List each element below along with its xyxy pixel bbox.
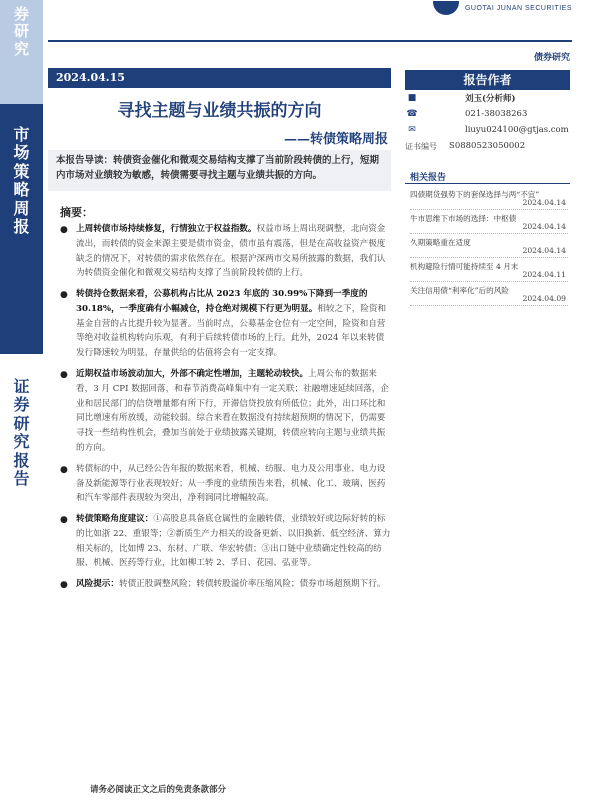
bullet-icon: ● — [60, 370, 68, 381]
related-item[interactable]: 四债期货强势下的套保选择与两“不宜” 2024.04.14 — [410, 186, 568, 210]
bullet-icon: ● — [60, 290, 68, 301]
bullet-icon: ● — [60, 515, 68, 526]
author-heading: 报告作者 — [405, 70, 570, 90]
author-name-row — [405, 90, 570, 106]
bullet-icon: ● — [60, 225, 68, 235]
cert-label: 证书编号 — [405, 141, 437, 151]
bullet-icon: ● — [60, 580, 68, 591]
person-icon: ■ — [407, 93, 417, 103]
logo-icon — [433, 1, 459, 15]
sidebar-top-label: 券 研 究 — [13, 5, 29, 58]
report-type: 债券研究 — [533, 53, 570, 63]
company-logo — [433, 0, 572, 16]
phone-icon: ☎ — [406, 109, 418, 119]
list-item: ● 近期权益市场波动加大，外部不确定性增加，主题轮动较快。上周公布的数据来看，3 月 CPI 数据回落，和春节消费高峰集中有一定关联；社融增速延续回落，企业和居民部门的信贷增量都有所下行，开滞信贷投放有所低位；此外，出口环比和同比增速有所放缓，动能较弱。综合来看在数据没有持续超预期的情况下，仍需要寻找一些结构性机会，叠加当前处于业绩披露关键期，转债应转向主题与业绩共振的方向。 — [60, 369, 390, 453]
header-divider — [48, 40, 572, 42]
left-sidebar — [0, 0, 43, 800]
author-phone-row — [405, 106, 570, 122]
list-item: ● 风险提示：转债正股调整风险；转债转股溢价率压缩风险；债券市场超预期下行。 — [56, 577, 391, 592]
list-item: ● 转债持仓数据来看，公募机构占比从 2023 年底的 30.99%下降到一季度的 30.18%，一季度确有小幅减仓，持仓绝对规模下行更为明显。相较之下，险资和基金自营的占比提升较为显著。当前时点，公募基金仓位有一定空间，险资和自营等绝对收益机构转向乐观，有利于后续转债市场的上行。此外，2024 年以来转债发行降速较为明显，存量供给的估值将会有一定支撑。 — [60, 289, 387, 359]
report-guide: 本报告导读：转债资金催化和微观交易结构支撑了当前阶段转债的上行，短期内市场对业绩较为敏感，转债需要寻找主题与业绩共振的方向。 — [48, 150, 391, 191]
related-divider — [405, 183, 570, 184]
author-cert-row — [405, 138, 570, 154]
sidebar-bottom-label: 证 券 研 究 报 告 — [13, 377, 30, 488]
email-icon: ✉ — [408, 125, 416, 135]
related-item[interactable]: 机构避险行情可能持续至 4 月末 2024.04.11 — [410, 258, 568, 282]
author-email-row — [405, 122, 570, 138]
author-phone: 021-38038263 — [465, 109, 528, 119]
list-item: ● 上周转债市场持续修复，行情独立于权益指数。权益市场上周出现调整，北向资金流出，而转债的资金来源主要是债市资金，债市虽有震荡，但是在高收益资产极度缺乏的情况下，对转债的需求依然存在。根据沪深两市交易所披露的数据，我们认为转债资金催化和微观交易结构支撑了当前阶段转债的上行。 — [60, 224, 386, 279]
related-heading: 相关报告 — [410, 173, 447, 183]
related-item[interactable]: 关注信用债“利率化”后的风险 2024.04.09 — [410, 282, 568, 306]
author-panel — [405, 70, 570, 154]
summary-list — [56, 222, 391, 598]
related-list — [410, 186, 568, 306]
related-item[interactable]: 牛市思维下市场的选择：中枢债 2024.04.14 — [410, 210, 568, 234]
report-title: 寻找主题与业绩共振的方向 — [117, 101, 322, 121]
list-item: ● 转债标的中，从已经公告年报的数据来看，机械、纺服、电力及公用事业、电力设备及新能源等行业表现较好；从一季度的业绩预告来看，机械、化工、玻璃、医药和汽车零部件表现较为突出，净利润同比增幅较高。 — [60, 463, 386, 504]
related-item[interactable]: 久期策略重在适度 2024.04.14 — [410, 234, 568, 258]
summary-heading: 摘要： — [60, 206, 93, 219]
report-date: 2024.04.15 — [48, 68, 391, 88]
sidebar-middle-label: 市 场 策 略 周 报 — [13, 125, 30, 236]
author-name: 刘玉(分析师) — [465, 94, 516, 104]
cert-number: S0880523050002 — [449, 141, 526, 151]
disclaimer-footer: 请务必阅读正文之后的免责条款部分 — [90, 785, 227, 795]
author-email[interactable]: liuyu024100@gtjas.com — [465, 125, 569, 135]
bullet-icon: ● — [60, 464, 68, 475]
report-subtitle: ——转债策略周报 — [283, 132, 388, 147]
list-item: ● 转债策略角度建议：①高股息具备底仓属性的金融转债，业绩较好或边际好转的标的比如浙 22、重银等；②新质生产力相关的设备更新、以旧换新、低空经济、算力相关标的，比如博 23、东材、广联、华宏转债；③出口链中业绩确定性较高的纺服、机械、医药等行业，比如柳工转 2、孚日、花园、弘亚等。 — [60, 514, 391, 569]
logo-text: GUOTAI JUNAN SECURITIES — [464, 4, 572, 12]
